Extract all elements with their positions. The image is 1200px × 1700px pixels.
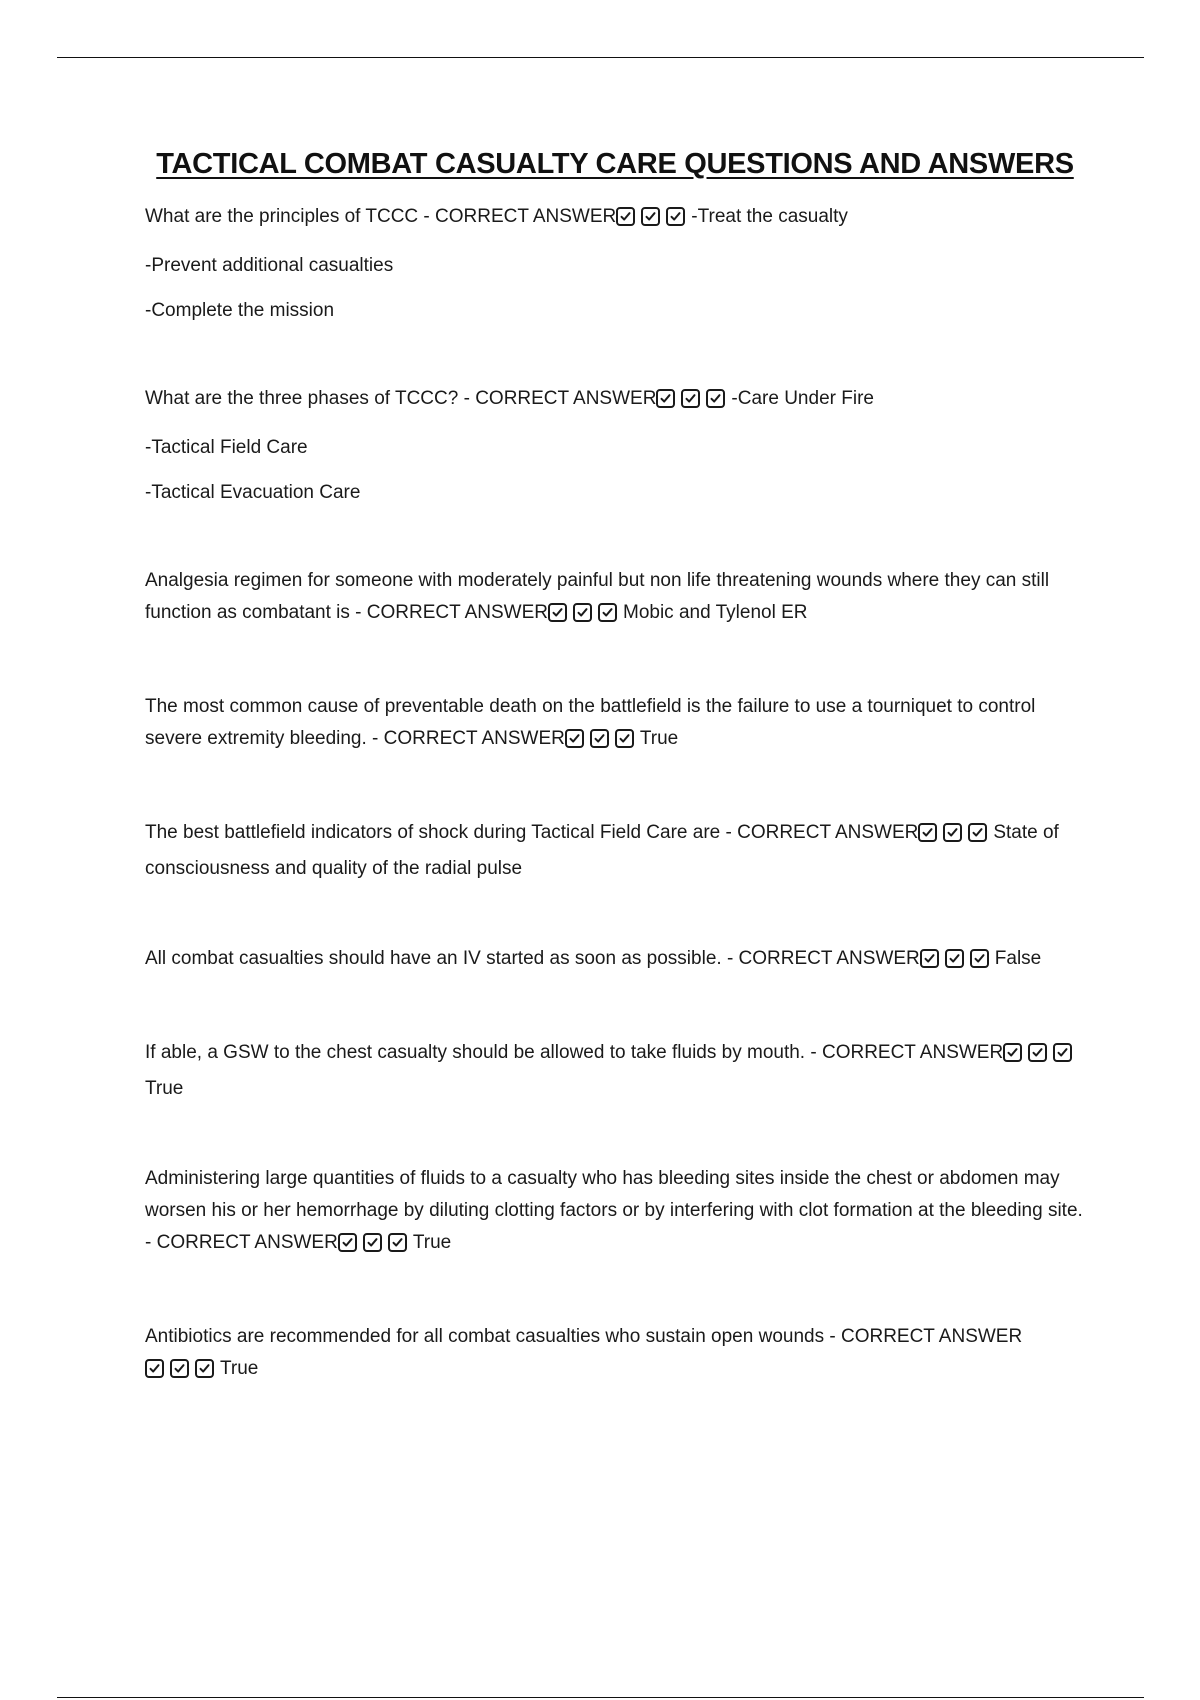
checkbox-checked-icon — [1053, 1043, 1072, 1062]
answer-line: -Prevent additional casualties — [145, 255, 394, 276]
answer-text: -Treat the casualty — [691, 206, 848, 227]
answer-text: True — [639, 728, 679, 749]
answer-line: -Complete the mission — [145, 300, 335, 321]
checkbox-checked-icon — [656, 389, 675, 408]
qa-item-3 — [145, 565, 1085, 633]
answer-text: -Care Under Fire — [731, 388, 874, 409]
answer-text: True — [220, 1358, 259, 1379]
qa-item-8 — [145, 1163, 1085, 1263]
top-rule — [57, 57, 1144, 58]
check-group — [548, 601, 623, 633]
qa-item-7 — [145, 1037, 1085, 1105]
qa-item-2 — [145, 383, 1085, 509]
answer-line: -Tactical Field Care — [145, 437, 308, 458]
check-group — [338, 1231, 413, 1263]
document-title: TACTICAL COMBAT CASUALTY CARE QUESTIONS AND ANSWERS — [156, 148, 1074, 180]
check-group — [145, 1357, 220, 1389]
checkbox-checked-icon — [338, 1233, 357, 1252]
question-text: What are the three phases of TCCC? - CORRECT ANSWER — [145, 388, 657, 409]
question-text: Analgesia regimen for someone with moderately painful but non life threatening wounds where they can still function as combatant is - CORRECT ANSWER — [145, 570, 1050, 623]
question-text: The most common cause of preventable death on the battlefield is the failure to use a tourniquet to control severe extremity bleeding. - CORRECT ANSWER — [145, 696, 1036, 749]
answer-text: Mobic and Tylenol ER — [623, 602, 808, 623]
question-text: All combat casualties should have an IV started as soon as possible. - CORRECT ANSWER — [145, 948, 920, 969]
checkbox-checked-icon — [565, 729, 584, 748]
answer-text: True — [145, 1078, 184, 1099]
checkbox-checked-icon — [706, 389, 725, 408]
checkbox-checked-icon — [945, 949, 964, 968]
checkbox-checked-icon — [1028, 1043, 1047, 1062]
checkbox-checked-icon — [598, 603, 617, 622]
checkbox-checked-icon — [641, 207, 660, 226]
checkbox-checked-icon — [968, 823, 987, 842]
checkbox-checked-icon — [1003, 1043, 1022, 1062]
checkbox-checked-icon — [918, 823, 937, 842]
document-body — [145, 148, 1085, 1447]
check-group — [918, 821, 993, 853]
checkbox-checked-icon — [548, 603, 567, 622]
question-text: Administering large quantities of fluids to a casualty who has bleeding sites inside the chest or abdomen may worsen his or her hemorrhage by diluting clotting factors or by interfering with clot formation at the bleeding site. - CORRECT ANSWER — [145, 1168, 1083, 1253]
question-text: What are the principles of TCCC - CORRECT ANSWER — [145, 206, 617, 227]
qa-item-9 — [145, 1321, 1085, 1389]
checkbox-checked-icon — [970, 949, 989, 968]
answer-text: False — [994, 948, 1042, 969]
answer-line: -Tactical Evacuation Care — [145, 482, 361, 503]
checkbox-checked-icon — [943, 823, 962, 842]
checkbox-checked-icon — [388, 1233, 407, 1252]
qa-item-5 — [145, 817, 1085, 885]
check-group — [656, 387, 731, 419]
question-text: Antibiotics are recommended for all combat casualties who sustain open wounds - CORRECT ANSWER — [145, 1326, 1023, 1347]
check-group — [565, 727, 640, 759]
question-text: If able, a GSW to the chest casualty should be allowed to take fluids by mouth. - CORRECT ANSWER — [145, 1042, 1004, 1063]
answer-text: State of consciousness and quality of the radial pulse — [145, 822, 1059, 879]
checkbox-checked-icon — [681, 389, 700, 408]
qa-item-4 — [145, 691, 1085, 759]
qa-item-1 — [145, 201, 1085, 327]
checkbox-checked-icon — [573, 603, 592, 622]
checkbox-checked-icon — [363, 1233, 382, 1252]
checkbox-checked-icon — [170, 1359, 189, 1378]
check-group — [920, 947, 995, 979]
checkbox-checked-icon — [145, 1359, 164, 1378]
answer-text: True — [412, 1232, 452, 1253]
checkbox-checked-icon — [616, 207, 635, 226]
bottom-rule — [57, 1697, 1144, 1698]
checkbox-checked-icon — [195, 1359, 214, 1378]
qa-item-6 — [145, 943, 1085, 979]
checkbox-checked-icon — [920, 949, 939, 968]
checkbox-checked-icon — [615, 729, 634, 748]
check-group — [1003, 1041, 1078, 1073]
check-group — [616, 205, 691, 237]
question-text: The best battlefield indicators of shock during Tactical Field Care are - CORRECT ANSWER — [145, 822, 919, 843]
checkbox-checked-icon — [666, 207, 685, 226]
checkbox-checked-icon — [590, 729, 609, 748]
